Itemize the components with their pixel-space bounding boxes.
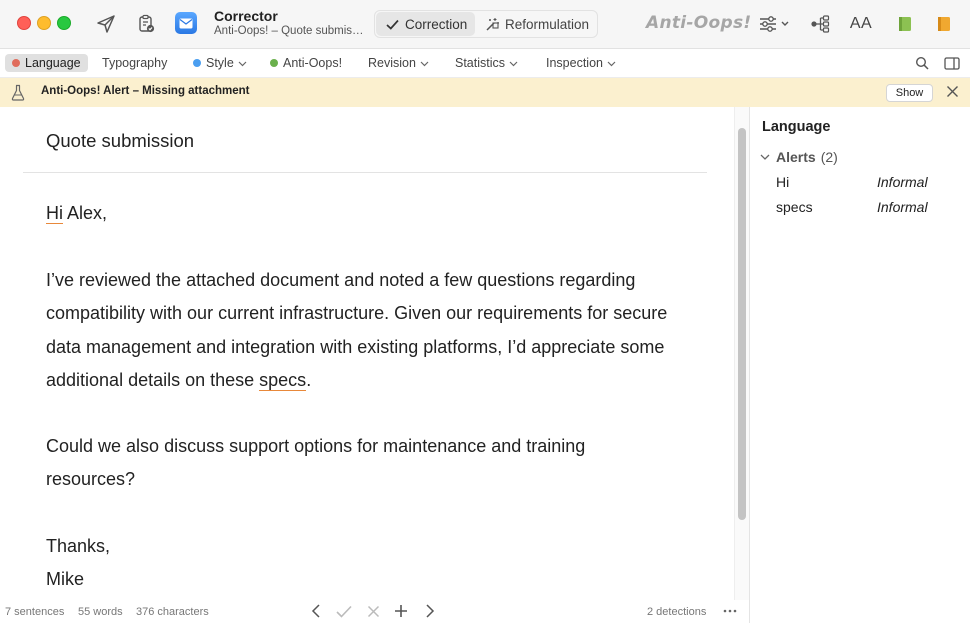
tab-typography-label: Typography [102, 56, 168, 70]
send-icon[interactable] [94, 12, 118, 36]
tab-anti-oops[interactable] [270, 54, 342, 72]
subject-line[interactable]: Quote submission [46, 130, 195, 151]
chevron-down-icon [509, 56, 518, 70]
title-bar [0, 0, 970, 49]
tab-style-label: Style [206, 56, 234, 70]
flagged-word-specs[interactable]: specs [259, 369, 307, 390]
closing-line: Thanks, [46, 536, 111, 556]
tab-language[interactable] [5, 54, 88, 72]
add-icon[interactable] [393, 603, 409, 619]
detection-count: 2 detections [647, 606, 707, 618]
alert-item-word: specs [776, 199, 813, 215]
tab-statistics[interactable] [455, 54, 518, 72]
subject-divider [23, 172, 707, 173]
chevron-down-icon [607, 56, 616, 70]
paragraph-2-line-2: resources? [46, 469, 136, 490]
flask-icon [11, 84, 25, 106]
alert-item-specs[interactable] [776, 199, 961, 215]
reject-icon[interactable] [365, 603, 381, 619]
alert-item-word: Hi [776, 174, 790, 190]
accept-icon[interactable] [336, 603, 352, 619]
paragraph-1-line-3: data management and integration with existing platforms, I’d appreciate some [46, 336, 665, 357]
chevron-down-icon [238, 56, 247, 70]
sidebar-toggle-icon[interactable] [944, 54, 960, 72]
greeting-line[interactable] [46, 197, 726, 230]
tab-style[interactable] [193, 54, 247, 72]
mode-segmented-control [374, 10, 598, 38]
mind-map-icon[interactable] [808, 12, 832, 36]
correction-mode-button[interactable] [376, 12, 475, 36]
tab-anti-oops-label: Anti-Oops! [283, 56, 343, 70]
clipboard-check-icon[interactable] [134, 12, 158, 36]
close-window-button[interactable] [17, 16, 31, 30]
paragraph-1-last-post: . [306, 369, 312, 390]
tab-inspection-label: Inspection [546, 56, 603, 70]
minimize-window-button[interactable] [37, 16, 51, 30]
closing-block[interactable] [46, 530, 726, 597]
reformulation-mode-button[interactable] [479, 12, 595, 36]
orange-book-icon[interactable] [932, 12, 956, 36]
sentence-count: 7 sentences [5, 606, 65, 618]
paragraph-1[interactable] [46, 264, 726, 397]
correction-mode-label: Correction [405, 16, 468, 32]
alert-item-hi[interactable] [776, 174, 961, 190]
document-subtitle: Anti-Oops! – Quote submis… [214, 25, 364, 37]
greeting-rest: Alex, [63, 203, 108, 223]
alert-item-type: Informal [877, 174, 928, 190]
search-icon[interactable] [915, 54, 929, 72]
reformulation-mode-label: Reformulation [505, 16, 590, 32]
paragraph-1-line-1: I’ve reviewed the attached document and noted a few questions regarding [46, 270, 636, 290]
status-footer [0, 600, 749, 623]
alert-message: Anti-Oops! Alert – Missing attachment [41, 85, 250, 97]
tab-revision[interactable] [368, 54, 429, 72]
flagged-word-hi[interactable]: Hi [46, 203, 63, 223]
character-count: 376 characters [136, 606, 209, 618]
alert-item-type: Informal [877, 199, 928, 215]
chevron-down-icon [760, 154, 770, 161]
checkmark-icon [386, 19, 399, 30]
style-dot [193, 59, 201, 67]
font-size-button[interactable] [848, 12, 874, 36]
word-count: 55 words [78, 606, 123, 618]
chevron-down-icon [420, 56, 429, 70]
signature-line: Mike [46, 569, 85, 590]
editor-scrollbar-thumb[interactable] [738, 128, 746, 520]
magic-wand-icon [485, 17, 500, 31]
sidebar-title: Language [762, 119, 831, 135]
paragraph-1-line-4 [46, 364, 726, 397]
paragraph-1-line-2: compatibility with our current infrastructure. Given our requirements for secure [46, 303, 668, 324]
tab-revision-label: Revision [368, 56, 416, 70]
document-editor[interactable] [0, 107, 734, 623]
more-options-icon[interactable] [722, 603, 738, 619]
zoom-window-button[interactable] [57, 16, 71, 30]
green-book-icon[interactable] [893, 12, 917, 36]
tab-statistics-label: Statistics [455, 56, 506, 70]
next-icon[interactable] [422, 603, 438, 619]
anti-oops-dot [270, 59, 278, 67]
paragraph-2-line-1: Could we also discuss support options for maintenance and training [46, 436, 586, 456]
paragraph-1-last-pre: additional details on these [46, 369, 260, 390]
paragraph-2[interactable] [46, 430, 726, 497]
close-icon[interactable] [946, 85, 959, 103]
detections-sidebar [749, 107, 970, 623]
app-title: Corrector [214, 8, 278, 24]
alert-banner [0, 78, 970, 108]
mail-app-icon [175, 12, 197, 34]
font-size-label: AA [849, 15, 873, 32]
brand-logo: Anti-Oops! [646, 13, 752, 33]
tab-language-label: Language [25, 56, 81, 70]
alerts-group-toggle[interactable] [760, 149, 838, 165]
alerts-group-label: Alerts [776, 149, 816, 165]
alerts-group-count: (2) [820, 149, 838, 165]
previous-icon[interactable] [308, 603, 324, 619]
language-dot [12, 59, 20, 67]
filter-settings-icon[interactable] [756, 12, 792, 36]
tab-inspection[interactable] [546, 54, 616, 72]
tab-typography[interactable] [102, 54, 167, 72]
show-alert-button[interactable]: Show [886, 84, 933, 102]
category-toolbar [0, 49, 970, 78]
